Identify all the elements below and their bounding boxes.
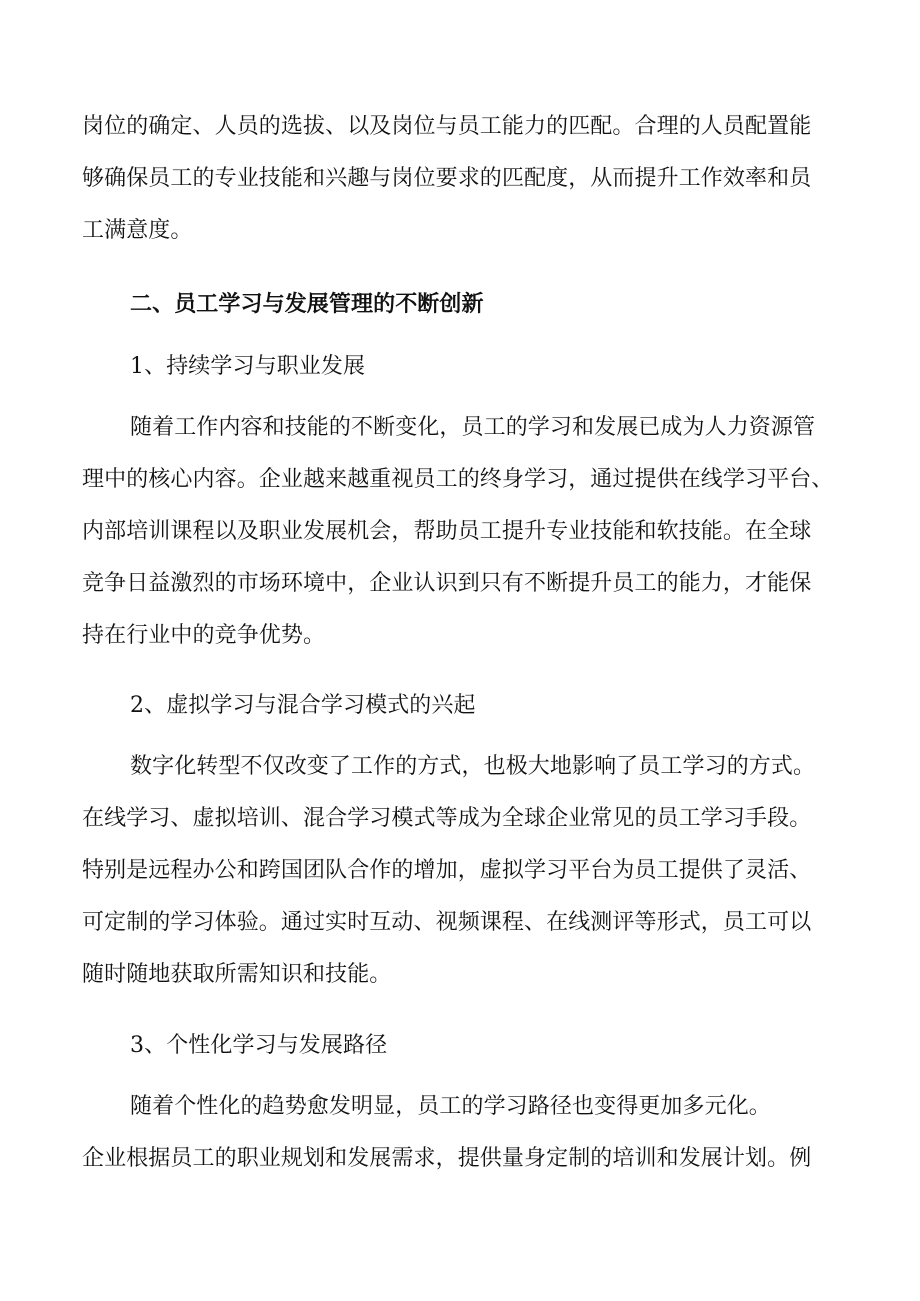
paragraph-line: 特别是远程办公和跨国团队合作的增加，虚拟学习平台为员工提供了灵活、 bbox=[82, 858, 812, 883]
paragraph-line: 在线学习、虚拟培训、混合学习模式等成为全球企业常见的员工学习手段。 bbox=[82, 806, 812, 831]
paragraph-line: 竞争日益激烈的市场环境中，企业认识到只有不断提升员工的能力，才能保 bbox=[82, 571, 812, 596]
section-heading: 二、员工学习与发展管理的不断创新 bbox=[130, 292, 484, 317]
paragraph-line: 随着工作内容和技能的不断变化，员工的学习和发展已成为人力资源管 bbox=[130, 415, 816, 440]
paragraph-line: 数字化转型不仅改变了工作的方式，也极大地影响了员工学习的方式。 bbox=[130, 754, 816, 779]
subsection-heading: 3、个性化学习与发展路径 bbox=[130, 1033, 388, 1058]
paragraph-line: 岗位的确定、人员的选拔、以及岗位与员工能力的匹配。合理的人员配置能 bbox=[82, 114, 812, 139]
subsection-heading: 2、虚拟学习与混合学习模式的兴起 bbox=[130, 693, 476, 718]
paragraph-line: 理中的核心内容。企业越来越重视员工的终身学习，通过提供在线学习平台、 bbox=[82, 467, 834, 492]
paragraph-line: 工满意度。 bbox=[82, 218, 193, 243]
paragraph-line: 持在行业中的竞争优势。 bbox=[82, 623, 326, 648]
subsection-heading: 1、持续学习与职业发展 bbox=[130, 354, 366, 379]
paragraph-line: 随时随地获取所需知识和技能。 bbox=[82, 962, 392, 987]
paragraph-line: 随着个性化的趋势愈发明显，员工的学习路径也变得更加多元化。 bbox=[130, 1094, 771, 1119]
paragraph-line: 可定制的学习体验。通过实时互动、视频课程、在线测评等形式，员工可以 bbox=[82, 910, 812, 935]
paragraph-line: 内部培训课程以及职业发展机会，帮助员工提升专业技能和软技能。在全球 bbox=[82, 519, 812, 544]
paragraph-line: 企业根据员工的职业规划和发展需求，提供量身定制的培训和发展计划。例 bbox=[82, 1146, 812, 1171]
paragraph-line: 够确保员工的专业技能和兴趣与岗位要求的匹配度，从而提升工作效率和员 bbox=[82, 166, 812, 191]
